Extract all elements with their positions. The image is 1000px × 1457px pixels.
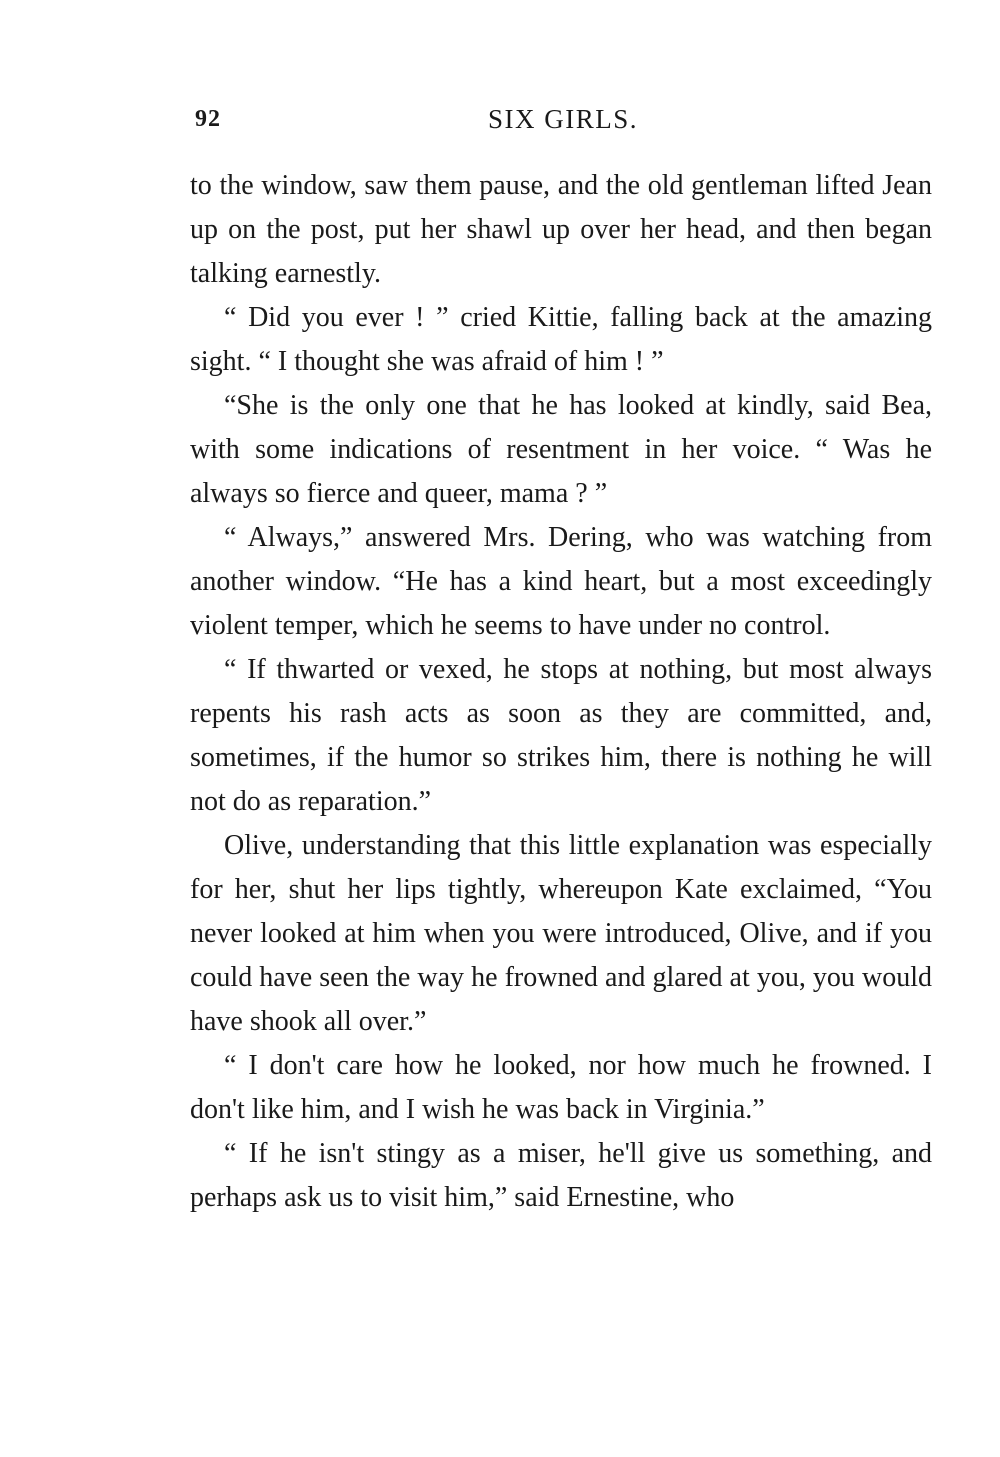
paragraph: “ Did you ever ! ” cried Kittie, falling back at the amazing sight. “ I thought she was afraid of him ! ” bbox=[190, 302, 932, 377]
running-title: SIX GIRLS. bbox=[487, 104, 638, 134]
page-number: 92 bbox=[195, 106, 221, 132]
paragraph: “ Always,” answered Mrs. Dering, who was watching from another window. “He has a kind heart, but a most exceedingly violent temper, which he seems to have under no control. bbox=[190, 522, 932, 641]
page-header bbox=[193, 100, 933, 140]
paragraph: “She is the only one that he has looked at kindly, said Bea, with some indications of resentment in her voice. “ Was he always so fierce and queer, mama ? ” bbox=[190, 390, 932, 509]
paragraph: “ If he isn't stingy as a miser, he'll give us something, and perhaps ask us to visit him,” said Ernestine, who bbox=[190, 1138, 932, 1213]
body-text bbox=[190, 164, 932, 1220]
paragraph: Olive, understanding that this little explanation was especially for her, shut her lips tightly, whereupon Kate exclaimed, “You never looked at him when you were introduced, Olive, and if you could have seen the way he frowned and glared at you, you would have shook all over.” bbox=[190, 830, 932, 1037]
paragraph: to the window, saw them pause, and the old gentleman lifted Jean up on the post, put her shawl up over her head, and then began talking earnestly. bbox=[190, 170, 932, 289]
paragraph: “ If thwarted or vexed, he stops at nothing, but most always repents his rash acts as soon as they are committed, and, sometimes, if the humor so strikes him, there is nothing he will not do as reparation.” bbox=[190, 654, 932, 817]
paragraph: “ I don't care how he looked, nor how much he frowned. I don't like him, and I wish he was back in Virginia.” bbox=[190, 1050, 932, 1125]
